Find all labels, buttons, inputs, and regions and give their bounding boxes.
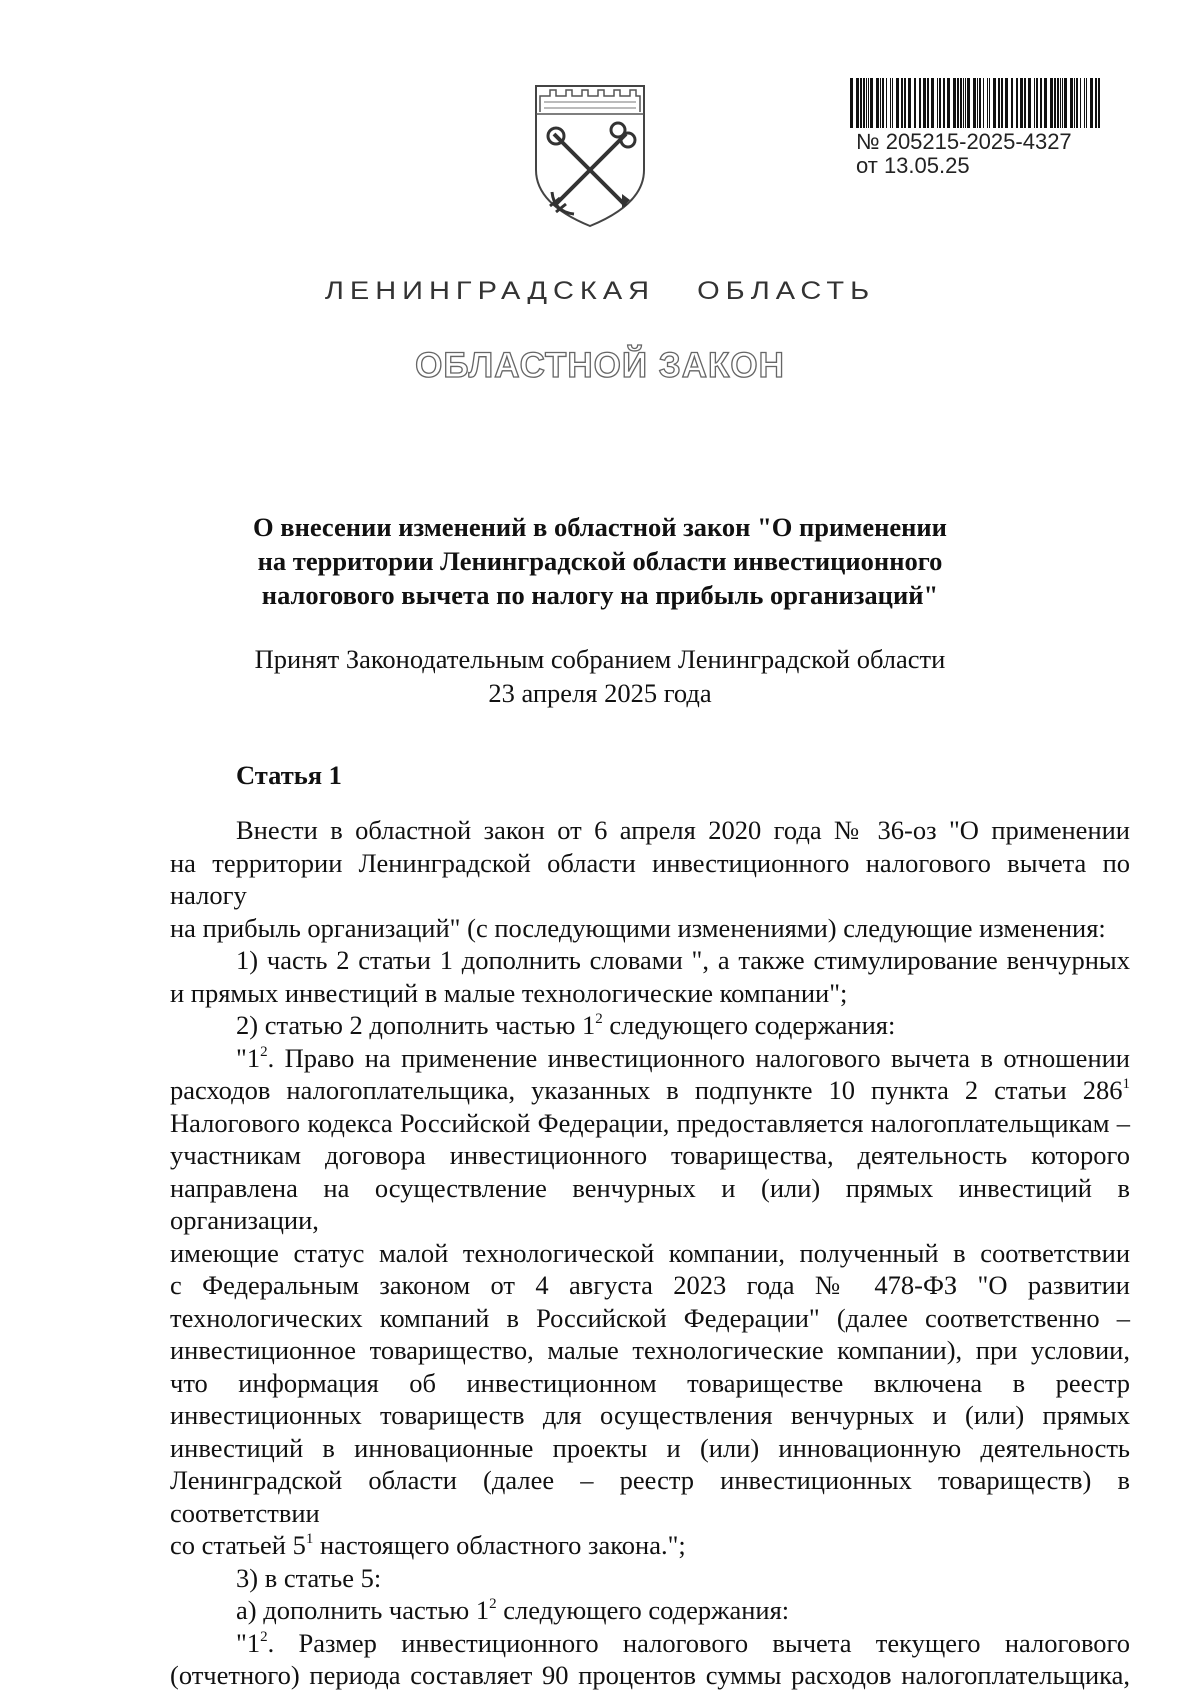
body-line: 3) в статье 5: (236, 1562, 382, 1593)
barcode-bar (927, 78, 929, 128)
barcode-bar (983, 78, 984, 128)
barcode-bar (890, 78, 891, 128)
adoption-line: Принят Законодательным собранием Ленинградской области (254, 644, 946, 674)
body-line: с Федеральным законом от 4 августа 2023 года № 478-ФЗ "О развитии (170, 1270, 1130, 1300)
barcode-bar (1086, 78, 1087, 128)
barcode-bar (1016, 78, 1018, 128)
barcode-bar (908, 78, 911, 128)
barcode-bar (1024, 78, 1026, 128)
registration-date: от 13.05.25 (856, 153, 970, 178)
barcode-bar (866, 78, 867, 128)
barcode-bar (973, 78, 976, 128)
barcode-bar (1005, 78, 1008, 128)
barcode-bar (967, 78, 970, 128)
barcode-bar (886, 78, 887, 128)
barcode-bar (1074, 78, 1075, 128)
body-line: "$1^2$. Право на применение инвестиционного налогового вычета в отношении (236, 1042, 1130, 1073)
barcode-bar (989, 78, 990, 128)
barcode-bar (960, 78, 962, 128)
barcode-bar (943, 78, 945, 128)
body-line: со статьей $5^1$ настоящего областного закона."; (170, 1530, 686, 1560)
barcode-bar (965, 78, 966, 128)
title-line: О внесении изменений в областной закон "О применении (253, 512, 947, 542)
barcode-bar (1064, 78, 1067, 128)
body-line: технологических компаний в Российской Федерации" (далее соответственно – (170, 1302, 1130, 1333)
barcode-bar (947, 78, 950, 128)
barcode-bar (1020, 78, 1023, 128)
registration-info (856, 130, 1072, 178)
barcode-bar (882, 78, 884, 128)
region-name (0, 277, 1200, 305)
barcode-bar (953, 78, 956, 128)
barcode-bar (1090, 78, 1093, 128)
body-line: направлена на осуществление венчурных и (или) прямых инвестиций в организации, (170, 1172, 1130, 1235)
article-heading: Статья 1 (236, 760, 342, 790)
barcode-bar (931, 78, 934, 128)
barcode-bar (1054, 78, 1056, 128)
body-line: (отчетного) периода составляет 90 процентов суммы расходов налогоплательщика, (170, 1660, 1130, 1690)
barcode-bar (1034, 78, 1035, 128)
body-line: а) дополнить частью $1^2$ следующего содержания: (236, 1595, 790, 1625)
barcode-bar (1060, 78, 1061, 128)
law-title (150, 510, 1050, 612)
barcode-bar (856, 78, 859, 128)
body-line: инвестиционных товариществ для осуществления венчурных и (или) прямых (170, 1400, 1130, 1430)
barcode-bar (896, 78, 899, 128)
barcode-bar (1057, 78, 1059, 128)
body-line: 2) статью 2 дополнить частью $1^2$ следующего содержания: (236, 1010, 896, 1040)
barcode-bar (1076, 78, 1078, 128)
barcode-bar (1044, 78, 1047, 128)
barcode-bar (923, 78, 926, 128)
registration-number: № 205215-2025-4327 (856, 129, 1072, 154)
body-line: имеющие статус малой технологической компании, полученный в соответствии (170, 1237, 1130, 1268)
barcode-bar (979, 78, 981, 128)
coat-of-arms-emblem (530, 82, 650, 230)
barcode-bar (937, 78, 938, 128)
body-line: что информация об инвестиционном товариществе включена в реестр (170, 1367, 1130, 1398)
barcode-bar (868, 78, 869, 128)
adoption-note (150, 642, 1050, 710)
article-body (170, 814, 1130, 1692)
barcode-bar (1028, 78, 1031, 128)
body-line: на территории Ленинградской области инвестиционного налогового вычета по налогу (170, 847, 1130, 910)
adoption-date: 23 апреля 2025 года (488, 678, 712, 708)
body-line: Внести в областной закон от 6 апреля 2020 года № 36-оз "О применении (236, 815, 1130, 845)
body-line: и прямых инвестиций в малые технологические компании"; (170, 977, 848, 1008)
barcode-bar (876, 78, 879, 128)
barcode-bar (850, 78, 853, 128)
region-word-2: ОБЛАСТЬ (697, 277, 876, 305)
title-line: налогового вычета по налогу на прибыль организаций" (261, 580, 939, 610)
body-line: участникам договора инвестиционного товарищества, деятельность которого (170, 1140, 1130, 1170)
barcode-bar (987, 78, 988, 128)
body-line: на прибыль организаций" (с последующими изменениями) следующие изменения: (170, 912, 1106, 943)
body-line: Налогового кодекса Российской Федерации, предоставляется налогоплательщикам – (170, 1107, 1130, 1138)
barcode-bar (1062, 78, 1063, 128)
barcode-bar (892, 78, 893, 128)
barcode-bar (963, 78, 964, 128)
barcode-bar (914, 78, 916, 128)
barcode-bar (1036, 78, 1038, 128)
body-line: расходов налогоплательщика, указанных в подпункте 10 пункта 2 статьи $286^1$ (170, 1075, 1130, 1105)
barcode-bar (1080, 78, 1081, 128)
barcode-bar (1098, 78, 1100, 128)
law-type-heading: ОБЛАСТНОЙ ЗАКОН (415, 346, 785, 385)
barcode-bar (901, 78, 903, 128)
body-line: "$1^2$. Размер инвестиционного налогового вычета текущего налогового (236, 1627, 1130, 1658)
barcode-bar (1040, 78, 1042, 128)
barcode-bar (993, 78, 996, 128)
body-line: инвестиционное товарищество, малые технологические компании), при условии, (170, 1335, 1130, 1365)
title-line: на территории Ленинградской области инвестиционного (257, 546, 943, 576)
barcode-bar (977, 78, 978, 128)
barcode-bar (957, 78, 959, 128)
barcode-bar (870, 78, 873, 128)
barcode-bar (998, 78, 1000, 128)
body-line: Ленинградской области (далее – реестр инвестиционных товариществ) в соответствии (170, 1465, 1130, 1528)
region-word-1: ЛЕНИНГРАДСКАЯ (324, 277, 656, 305)
barcode-bar (919, 78, 921, 128)
barcode-bar (1070, 78, 1073, 128)
barcode-bar (1001, 78, 1003, 128)
barcode-bar (863, 78, 865, 128)
barcode-bar (1095, 78, 1097, 128)
barcode-bar (880, 78, 881, 128)
barcode-bar (904, 78, 906, 128)
barcode-bar (1084, 78, 1085, 128)
barcode-bar (1050, 78, 1053, 128)
barcode-bar (1011, 78, 1013, 128)
barcode-bar (860, 78, 862, 128)
barcode (850, 78, 1102, 128)
barcode-bar (939, 78, 941, 128)
body-line: 1) часть 2 статьи 1 дополнить словами ", а также стимулирование венчурных (236, 945, 1130, 975)
body-line: инвестиций в инновационные проекты и (или) инновационную деятельность (170, 1432, 1130, 1463)
